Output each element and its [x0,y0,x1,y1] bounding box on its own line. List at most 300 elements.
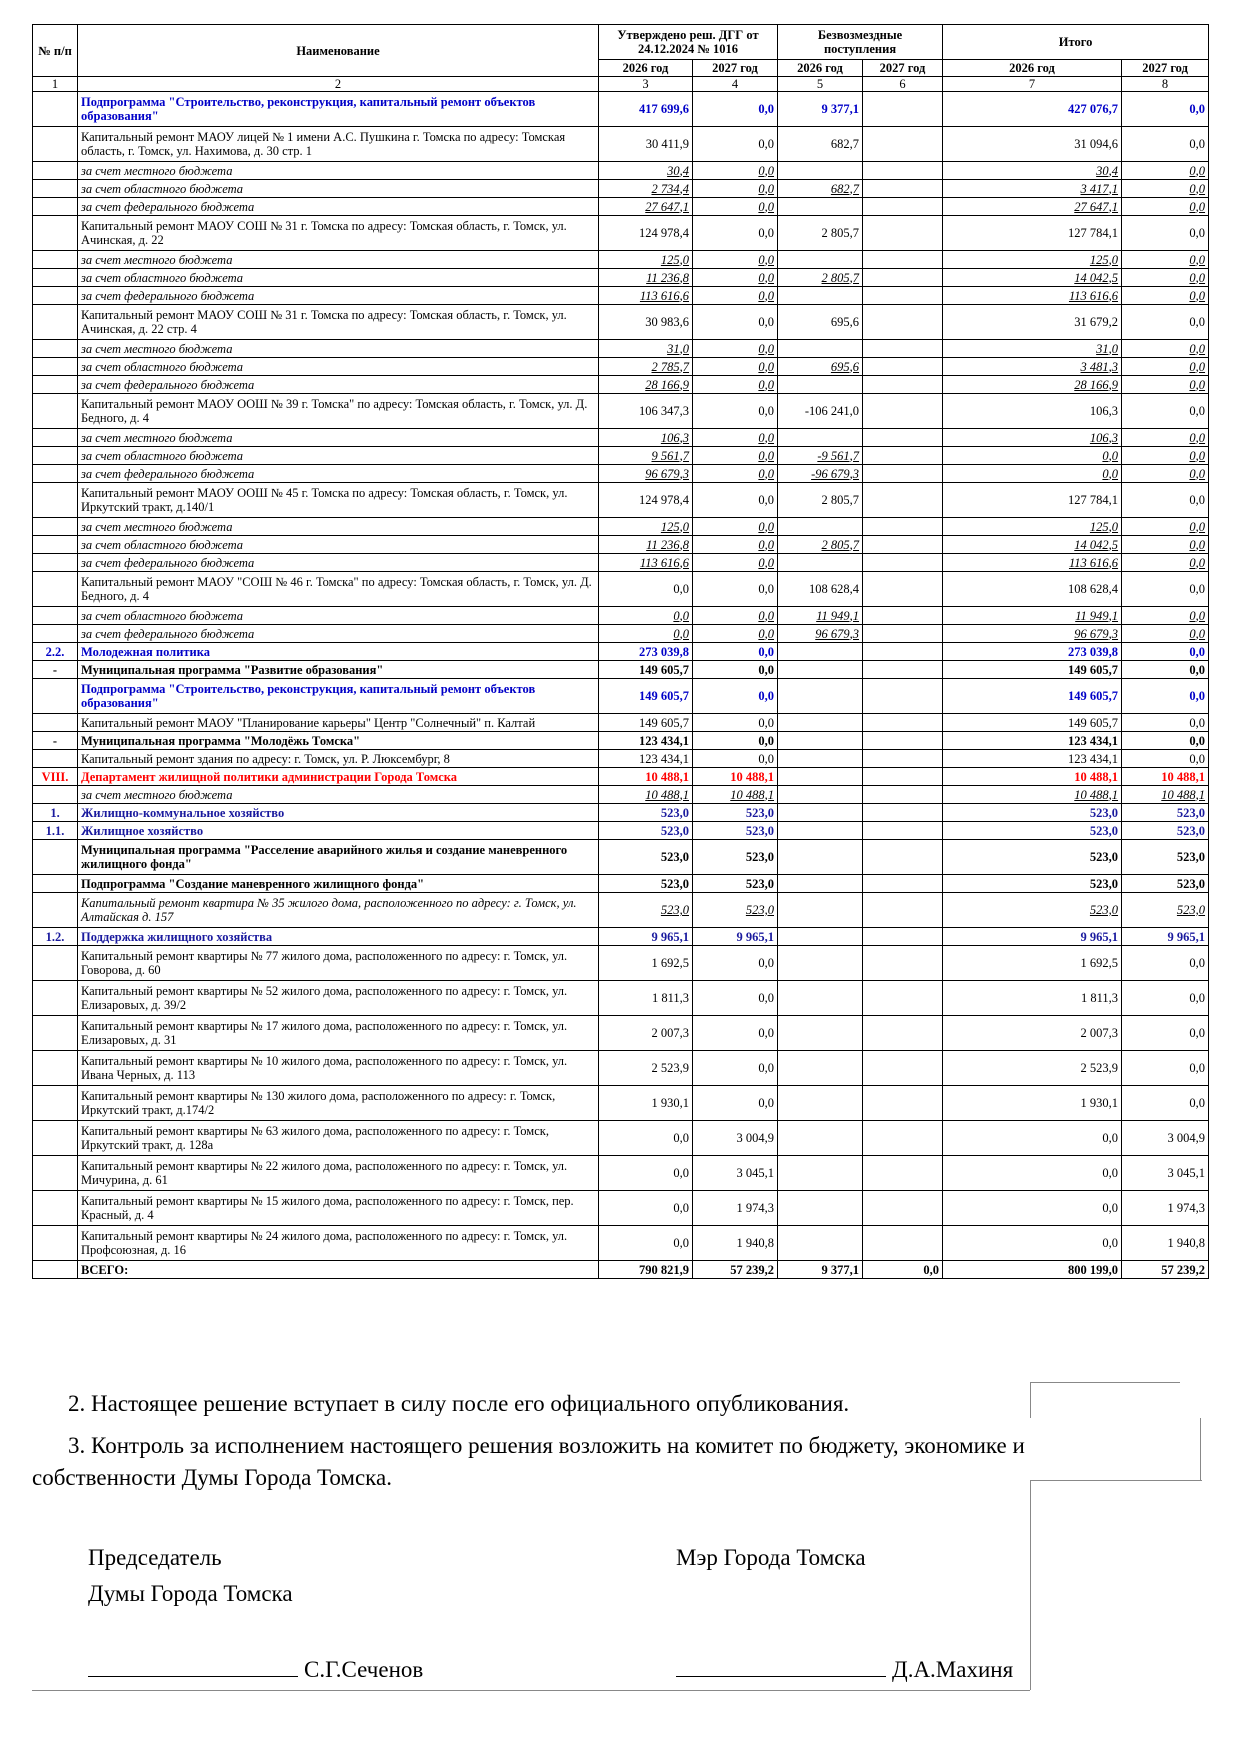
row-value [778,643,863,661]
header-year: 2026 год [943,60,1122,77]
row-value [863,483,943,518]
row-value [778,518,863,536]
header-num: № п/п [33,25,78,77]
row-value [863,1086,943,1121]
row-value [863,1226,943,1261]
row-value: 523,0 [943,804,1122,822]
row-value: 30,4 [599,162,693,180]
row-value: 3 481,3 [943,358,1122,376]
row-number [33,127,78,162]
header-approved: Утверждено реш. ДГГ от 24.12.2024 № 1016 [599,25,778,60]
row-value [778,1086,863,1121]
row-number [33,625,78,643]
row-value: 0,0 [693,180,778,198]
row-value: 790 821,9 [599,1261,693,1279]
row-value: 0,0 [693,981,778,1016]
row-value: 106 347,3 [599,394,693,429]
table-row [33,269,1209,287]
row-number [33,305,78,340]
row-value: 113 616,6 [599,287,693,305]
row-value [863,447,943,465]
row-value [863,875,943,893]
row-value [778,287,863,305]
row-value [863,893,943,928]
row-value: 523,0 [943,875,1122,893]
table-row [33,518,1209,536]
row-value: 0,0 [1122,180,1209,198]
row-value: 0,0 [1122,198,1209,216]
row-value: 0,0 [1122,447,1209,465]
row-value [778,714,863,732]
row-number [33,376,78,394]
row-value [863,162,943,180]
row-value: 523,0 [1122,840,1209,875]
row-value: 9 965,1 [599,928,693,946]
row-value: 0,0 [1122,358,1209,376]
row-value: 149 605,7 [599,679,693,714]
row-name: Капитальный ремонт МАОУ ООШ № 39 г. Томска" по адресу: Томская область, г. Томск, ул. Д. Бедного, д. 4 [78,394,599,429]
row-value [863,625,943,643]
row-number [33,518,78,536]
row-value [863,607,943,625]
row-number [33,536,78,554]
row-number [33,946,78,981]
frame-line [1200,1418,1201,1480]
row-value: 0,0 [599,1156,693,1191]
table-row [33,162,1209,180]
row-value: 0,0 [693,679,778,714]
row-name: за счет федерального бюджета [78,625,599,643]
row-value: 127 784,1 [943,216,1122,251]
table-row [33,1051,1209,1086]
row-value [778,1191,863,1226]
row-value: 0,0 [693,162,778,180]
row-value [863,1051,943,1086]
row-value: 113 616,6 [599,554,693,572]
row-value: 523,0 [599,822,693,840]
row-value: 427 076,7 [943,92,1122,127]
row-value: 10 488,1 [599,768,693,786]
row-name: за счет местного бюджета [78,251,599,269]
row-value: 106,3 [943,429,1122,447]
row-value: 125,0 [943,518,1122,536]
row-value: 2 007,3 [943,1016,1122,1051]
row-value: 125,0 [599,251,693,269]
table-body [33,92,1209,1279]
row-value: 0,0 [693,305,778,340]
row-value: 0,0 [1122,1086,1209,1121]
row-number [33,358,78,376]
row-value: 10 488,1 [693,786,778,804]
row-value: 123 434,1 [943,732,1122,750]
row-value [863,305,943,340]
row-name: Капитальный ремонт МАОУ СОШ № 31 г. Томска по адресу: Томская область, г. Томск, ул. Ачинская, д. 22 [78,216,599,251]
row-value: 113 616,6 [943,287,1122,305]
row-value: 1 930,1 [943,1086,1122,1121]
row-value: 0,0 [693,269,778,287]
row-value: 0,0 [1122,661,1209,679]
header-name: Наименование [78,25,599,77]
table-row [33,946,1209,981]
row-value: 0,0 [1122,1016,1209,1051]
row-number [33,572,78,607]
row-value: 123 434,1 [599,732,693,750]
row-name: Капитальный ремонт квартиры № 24 жилого дома, расположенного по адресу: г. Томск, ул. Профсоюзная, д. 16 [78,1226,599,1261]
row-value: 0,0 [863,1261,943,1279]
row-name: за счет местного бюджета [78,518,599,536]
row-value [863,981,943,1016]
row-value: 2 523,9 [943,1051,1122,1086]
row-value: 1 930,1 [599,1086,693,1121]
row-value: 28 166,9 [943,376,1122,394]
table-row [33,750,1209,768]
row-name: Муниципальная программа "Молодёжь Томска" [78,732,599,750]
row-value: 0,0 [599,625,693,643]
paragraph-2: 2. Настоящее решение вступает в силу после его официального опубликования. [68,1391,850,1416]
row-value [863,251,943,269]
row-number [33,162,78,180]
row-value [863,572,943,607]
row-value: 0,0 [693,447,778,465]
row-value: 10 488,1 [943,768,1122,786]
row-value: 0,0 [1122,750,1209,768]
chair-title-2: Думы Города Томска [88,1581,293,1606]
row-value [778,198,863,216]
row-value: 31 679,2 [943,305,1122,340]
row-number [33,429,78,447]
row-value: 0,0 [1122,946,1209,981]
row-value: 523,0 [693,893,778,928]
chair-signature-block [88,1654,423,1685]
row-value: 523,0 [1122,804,1209,822]
row-number [33,180,78,198]
table-row [33,1191,1209,1226]
row-value: 0,0 [693,732,778,750]
table-row [33,643,1209,661]
row-number [33,1051,78,1086]
table-row [33,840,1209,875]
header-year: 2027 год [1122,60,1209,77]
row-value [863,1016,943,1051]
row-value [863,804,943,822]
row-number [33,893,78,928]
row-number: 1.2. [33,928,78,946]
row-value [778,1051,863,1086]
row-number: - [33,732,78,750]
row-value: 10 488,1 [943,786,1122,804]
row-value: 0,0 [693,1086,778,1121]
row-value: 0,0 [599,607,693,625]
row-number [33,269,78,287]
row-value: 682,7 [778,127,863,162]
row-number [33,1226,78,1261]
row-value: 149 605,7 [943,679,1122,714]
row-value: 0,0 [1122,216,1209,251]
col-number: 8 [1122,77,1209,92]
mayor-signature-block [676,1654,1013,1685]
row-value: 10 488,1 [1122,768,1209,786]
row-number [33,1121,78,1156]
frame-line [1030,1382,1180,1383]
row-value [778,1016,863,1051]
row-value: 0,0 [1122,981,1209,1016]
row-value [863,429,943,447]
row-number: 2.2. [33,643,78,661]
row-value: 0,0 [693,216,778,251]
row-value: 9 965,1 [1122,928,1209,946]
row-value [863,554,943,572]
row-value [778,786,863,804]
row-value [778,822,863,840]
row-value: 0,0 [1122,287,1209,305]
row-name: Капитальный ремонт квартиры № 52 жилого дома, расположенного по адресу: г. Томск, ул. Елизаровых, д. 39/2 [78,981,599,1016]
table-row [33,822,1209,840]
row-value [778,162,863,180]
row-value [778,340,863,358]
row-value: 27 647,1 [943,198,1122,216]
row-value: 523,0 [943,822,1122,840]
row-name: Жилищное хозяйство [78,822,599,840]
row-value: 0,0 [693,127,778,162]
row-value [778,893,863,928]
row-number [33,483,78,518]
table-row [33,376,1209,394]
row-value [863,1121,943,1156]
row-number [33,340,78,358]
row-value: 96 679,3 [778,625,863,643]
row-value: 11 949,1 [778,607,863,625]
frame-line [1030,1480,1202,1481]
row-value: 113 616,6 [943,554,1122,572]
row-name: за счет областного бюджета [78,180,599,198]
row-number [33,465,78,483]
table-row [33,358,1209,376]
row-value [778,554,863,572]
row-value: 695,6 [778,358,863,376]
row-value: 0,0 [943,1191,1122,1226]
row-value: 30 983,6 [599,305,693,340]
row-value: 2 523,9 [599,1051,693,1086]
table-row [33,1121,1209,1156]
col-number: 2 [78,77,599,92]
table-row [33,1086,1209,1121]
row-value: 523,0 [599,893,693,928]
row-name: Муниципальная программа "Расселение аварийного жилья и создание маневренного жилищного фонда" [78,840,599,875]
row-value [778,750,863,768]
row-name: за счет областного бюджета [78,358,599,376]
table-row [33,465,1209,483]
table-row [33,1156,1209,1191]
row-value: 682,7 [778,180,863,198]
row-value [863,216,943,251]
row-value: 0,0 [943,1226,1122,1261]
row-value: 10 488,1 [599,786,693,804]
row-value: 0,0 [1122,714,1209,732]
row-value: 2 785,7 [599,358,693,376]
col-number: 6 [863,77,943,92]
row-value: 1 811,3 [943,981,1122,1016]
row-number [33,1086,78,1121]
row-value [863,180,943,198]
row-value: 417 699,6 [599,92,693,127]
table-row [33,554,1209,572]
row-name: Капитальный ремонт здания по адресу: г. Томск, ул. Р. Люксембург, 8 [78,750,599,768]
row-value: 0,0 [693,251,778,269]
signature-line [88,1654,298,1677]
row-value: 523,0 [693,840,778,875]
row-value: 14 042,5 [943,269,1122,287]
table-row [33,607,1209,625]
row-value: 0,0 [693,429,778,447]
row-number: VIII. [33,768,78,786]
row-value: 1 974,3 [1122,1191,1209,1226]
row-value: 3 045,1 [693,1156,778,1191]
row-name: Департамент жилищной политики администрации Города Томска [78,768,599,786]
table-row [33,536,1209,554]
row-value: 2 734,4 [599,180,693,198]
mayor-title: Мэр Города Томска [676,1545,866,1570]
row-value: 0,0 [1122,127,1209,162]
row-value: 523,0 [1122,893,1209,928]
row-value: 0,0 [943,1156,1122,1191]
row-value: 30 411,9 [599,127,693,162]
row-value: 9 965,1 [943,928,1122,946]
row-value: 2 805,7 [778,216,863,251]
table-row [33,394,1209,429]
col-number: 3 [599,77,693,92]
row-number [33,1191,78,1226]
row-value: 0,0 [1122,429,1209,447]
row-value: 523,0 [943,840,1122,875]
row-name: за счет областного бюджета [78,607,599,625]
row-value [863,287,943,305]
row-number [33,714,78,732]
table-row [33,340,1209,358]
row-name: Муниципальная программа "Развитие образования" [78,661,599,679]
row-value: 31,0 [943,340,1122,358]
chair-name: С.Г.Сеченов [304,1657,424,1682]
table-row [33,127,1209,162]
row-value: 0,0 [693,946,778,981]
table-row [33,216,1209,251]
row-value: 1 974,3 [693,1191,778,1226]
row-value [863,92,943,127]
row-value: 0,0 [599,572,693,607]
row-value: 0,0 [693,287,778,305]
row-name: Подпрограмма "Создание маневренного жилищного фонда" [78,875,599,893]
row-value: 27 647,1 [599,198,693,216]
row-value: 0,0 [599,1191,693,1226]
row-name: Поддержка жилищного хозяйства [78,928,599,946]
row-number [33,840,78,875]
row-value [778,768,863,786]
row-value [778,251,863,269]
row-value [863,198,943,216]
row-name: Капитальный ремонт МАОУ "Планирование карьеры" Центр "Солнечный" п. Калтай [78,714,599,732]
header-year: 2026 год [599,60,693,77]
row-number [33,750,78,768]
row-value: 1 940,8 [1122,1226,1209,1261]
row-value: 0,0 [693,198,778,216]
row-value: 9 377,1 [778,92,863,127]
row-value [863,394,943,429]
table-row [33,1016,1209,1051]
row-value: 10 488,1 [693,768,778,786]
row-value: 800 199,0 [943,1261,1122,1279]
row-value [778,946,863,981]
row-value: 0,0 [1122,625,1209,643]
row-value [778,429,863,447]
header-year: 2026 год [778,60,863,77]
row-name: Капитальный ремонт квартиры № 15 жилого дома, расположенного по адресу: г. Томск, пер. Красный, д. 4 [78,1191,599,1226]
row-value [778,1121,863,1156]
row-value: 11 236,8 [599,536,693,554]
row-name: ВСЕГО: [78,1261,599,1279]
table-row [33,625,1209,643]
row-value: 0,0 [693,1051,778,1086]
row-value: 0,0 [1122,162,1209,180]
col-number: 7 [943,77,1122,92]
row-name: Капитальный ремонт квартиры № 10 жилого дома, расположенного по адресу: г. Томск, ул. Ивана Черных, д. 113 [78,1051,599,1086]
row-value: 0,0 [693,1016,778,1051]
table-row [33,786,1209,804]
row-name: за счет местного бюджета [78,786,599,804]
row-value: 96 679,3 [943,625,1122,643]
row-value [863,518,943,536]
row-name: за счет местного бюджета [78,340,599,358]
table-row [33,251,1209,269]
row-value: 149 605,7 [599,661,693,679]
row-value [863,840,943,875]
row-value: 124 978,4 [599,483,693,518]
row-name: за счет федерального бюджета [78,465,599,483]
row-value: 30,4 [943,162,1122,180]
row-value [778,928,863,946]
row-number [33,92,78,127]
row-name: Капитальный ремонт квартиры № 63 жилого дома, расположенного по адресу: г. Томск, Иркутский тракт, д. 128а [78,1121,599,1156]
row-name: Капитальный ремонт квартиры № 22 жилого дома, расположенного по адресу: г. Томск, ул. Мичурина, д. 61 [78,1156,599,1191]
row-value: 0,0 [1122,92,1209,127]
row-value: 0,0 [943,465,1122,483]
table-row [33,572,1209,607]
row-value: 149 605,7 [943,661,1122,679]
row-number [33,216,78,251]
row-value: 3 004,9 [1122,1121,1209,1156]
row-value: 0,0 [1122,376,1209,394]
row-name: Капитальный ремонт квартиры № 17 жилого дома, расположенного по адресу: г. Томск, ул. Елизаровых, д. 31 [78,1016,599,1051]
frame-line [1030,1480,1031,1690]
row-value: 273 039,8 [599,643,693,661]
row-value [863,732,943,750]
row-name: за счет федерального бюджета [78,198,599,216]
row-name: Молодежная политика [78,643,599,661]
paragraph-3: 3. Контроль за исполнением настоящего решения возложить на комитет по бюджету, экономике и [68,1433,1025,1458]
row-value: 96 679,3 [599,465,693,483]
row-name: за счет федерального бюджета [78,554,599,572]
row-value [778,1156,863,1191]
row-value [778,679,863,714]
row-number [33,251,78,269]
row-number: 1.1. [33,822,78,840]
table-row [33,180,1209,198]
row-value [863,358,943,376]
row-name: Капитальный ремонт МАОУ ООШ № 45 г. Томска по адресу: Томская область, г. Томск, ул. Иркутский тракт, д.140/1 [78,483,599,518]
row-value [863,376,943,394]
row-value: 523,0 [599,875,693,893]
row-number [33,287,78,305]
row-number [33,394,78,429]
row-value: 106,3 [599,429,693,447]
